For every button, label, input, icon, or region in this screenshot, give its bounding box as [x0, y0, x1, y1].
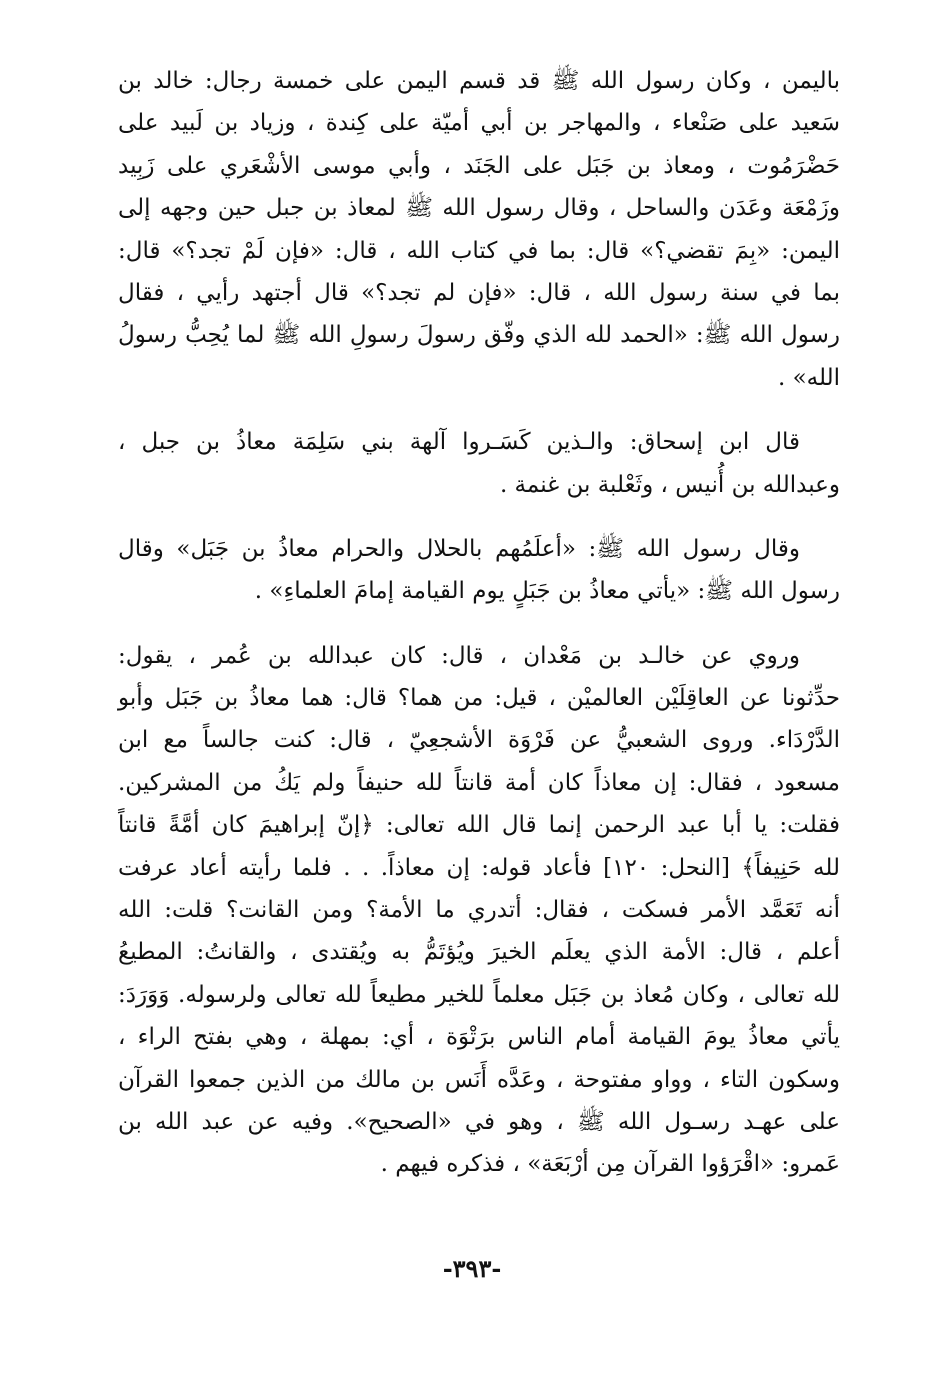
text-line: وقال رسول الله ﷺ: «أعلَمُهم بالحلال والحرام معاذُ بن جَبَل» وقال	[118, 535, 800, 562]
text-line: فقلت: يا أبا عبد الرحمن إنما قال الله تعالى: ﴿إنّ إبراهيمَ كان أمَّةً قانتاً	[118, 812, 840, 839]
text-line: على عهـد رسـول الله ﷺ ، وهو في «الصحيح». وفيه عن عبد الله بن	[118, 1108, 840, 1135]
paragraph-3	[118, 528, 840, 613]
text-line: عَمرو: «اقْرَؤوا القرآن مِن أرْبَعَة» ، فذكره فيهم .	[380, 1151, 840, 1178]
text-line: رسول الله ﷺ: «يأتي معاذُ بن جَبَلٍ يوم القيامة إمامَ العلماءِ» .	[254, 578, 840, 605]
text-line: أعلم ، قال: الأمة الذي يعلَم الخيرَ ويُؤتَمُّ به ويُقتدى ، والقانتُ: المطيعُ	[118, 939, 840, 966]
text-line: بما في سنة رسول الله ، قال: «فإن لم تجد؟» قال أجتهد رأيي ، فقال	[118, 279, 840, 306]
text-line: لله حَنِيفاً﴾ [النحل: ١٢٠] فأعاد قوله: إن معاذاً. . . فلما رأيته أعاد عرفت	[118, 854, 840, 881]
page-number: -٣٩٣-	[442, 1254, 502, 1283]
text-line: حدِّثونا عن العاقِلَيْن العالميْن ، قيل: من هما؟ قال: هما معاذُ بن جَبَل وأبو	[118, 685, 840, 712]
text-line: يأتي معاذُ يومَ القيامة أمام الناس برَتْوَة ، أي: بمهلة ، وهي بفتح الراء ،	[118, 1024, 840, 1051]
text-line: اليمن: «بِمَ تقضي؟» قال: بما في كتاب الله ، قال: «فإن لَمْ تجد؟» قال:	[118, 237, 840, 264]
text-line: سَعيد على صَنْعاء ، والمهاجر بن أبي أميّة على كِندة ، وزياد بن لَبيد على	[118, 110, 840, 137]
paragraph-gap	[118, 506, 840, 528]
text-line: رسول الله ﷺ: «الحمد لله الذي وفّق رسولَ رسولِ الله ﷺ لما يُحِبُّ رسولُ	[118, 322, 840, 349]
paragraph-1	[118, 60, 840, 399]
text-line: الدَّرْدَاء. وروى الشعبيُّ عن فَرْوَة الأشجعِيّ ، قال: كنت جالساً مع ابن	[118, 727, 840, 754]
paragraph-gap	[118, 613, 840, 635]
page-text	[118, 60, 840, 1186]
text-line: لله تعالى ، وكان مُعاذ بن جَبَل معلماً للخير مطيعاً لله تعالى ولرسوله. وَوَرَدَ:	[118, 981, 840, 1008]
text-line: الله» .	[777, 364, 840, 391]
paragraph-2	[118, 421, 840, 506]
text-line: وعبدالله بن أُنيس ، وثَعْلبة بن غنمة .	[499, 471, 840, 498]
text-line: قال ابن إسحاق: والـذين كَسَـروا آلهة بني سَلِمَة معاذُ بن جبل ،	[118, 429, 800, 456]
text-line: وزَمْعَة وعَدَن والساحل ، وقال رسول الله ﷺ لمعاذ بن جبل حين وجهه إلى	[118, 195, 840, 222]
text-line: وروي عن خالـد بن مَعْدان ، قال: كان عبدالله بن عُمر ، يقول:	[118, 642, 800, 669]
text-line: حَضْرَمُوت ، ومعاذ بن جَبَل على الجَنَد ، وأبي موسى الأشْعَري على زَبِيد	[118, 152, 840, 179]
paragraph-gap	[118, 399, 840, 421]
paragraph-4	[118, 635, 840, 1186]
text-line: وسكون التاء ، وواو مفتوحة ، وعَدَّه أَنَس بن مالك من الذين جمعوا القرآن	[118, 1066, 840, 1093]
text-line: باليمن ، وكان رسول الله ﷺ قد قسم اليمن على خمسة رجال: خالد بن	[118, 68, 840, 94]
text-line: مسعود ، فقال: إن معاذاً كان أمة قانتاً لله حنيفاً ولم يَكُ من المشركين.	[118, 769, 840, 796]
text-line: أنه تَعَمَّد الأمر فسكت ، فقال: أتدري ما الأمة؟ ومن القانت؟ قلت: الله	[118, 897, 840, 924]
